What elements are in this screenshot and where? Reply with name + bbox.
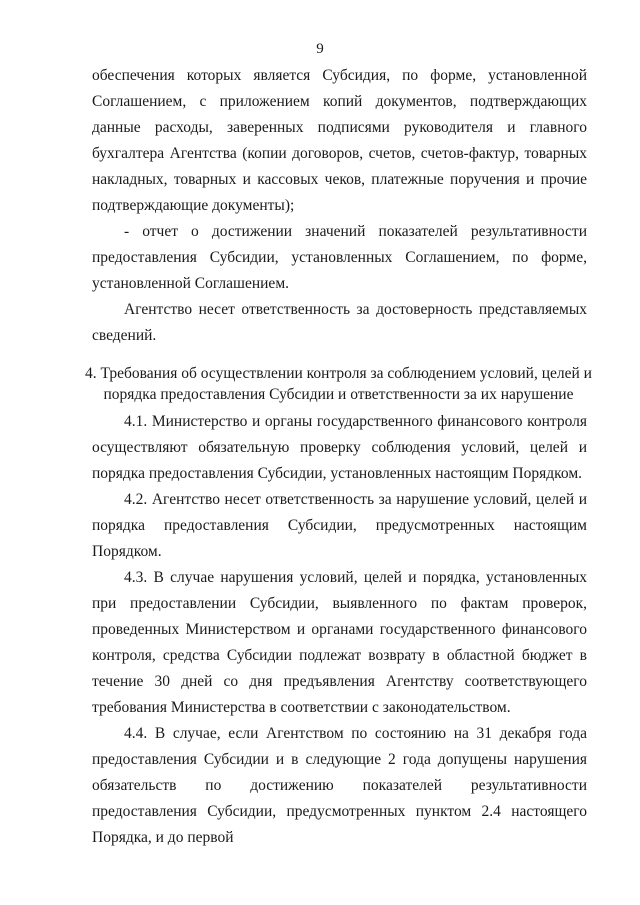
paragraph-responsibility: Агентство несет ответственность за достоверность представляемых сведений. bbox=[92, 301, 587, 344]
paragraph-4-2: 4.2. Агентство несет ответственность за нарушение условий, целей и порядка предоставления Субсидии, предусмотренных настоящим Порядком. bbox=[92, 491, 587, 560]
section-heading-line-1: 4. Требования об осуществлении контроля за соблюдением условий, целей и bbox=[85, 365, 592, 382]
document-body bbox=[85, 63, 592, 851]
section-heading bbox=[82, 363, 595, 405]
paragraph-4-1: 4.1. Министерство и органы государственного финансового контроля осуществляют обязательную проверку соблюдения условий, целей и порядка предоставления Субсидии, установленных настоящим Порядком. bbox=[92, 413, 587, 482]
paragraph-documents-list: обеспечения которых является Субсидия, по форме, установленной Соглашением, с приложением копий документов, подтверждающих данные расходы, заверенных подписями руководителя и главного бухгалтера Агентства (копии договоров, счетов, счетов-фактур, товарных накладных, товарных и кассовых чеков, платежные поручения и прочие подтверждающие документы); bbox=[92, 67, 587, 214]
page-number: 9 bbox=[316, 41, 324, 57]
paragraph-4-4: 4.4. В случае, если Агентством по состоянию на 31 декабря года предоставления Субсидии и в следующие 2 года допущены нарушения обязательств по достижению показателей результативности предоставления Субсидии, предусмотренных пунктом 2.4 настоящего Порядка, и до первой bbox=[92, 725, 587, 846]
paragraph-4-3: 4.3. В случае нарушения условий, целей и порядка, установленных при предоставлении Субсидии, выявленного по фактам проверок, проведенных Министерством и органами государственного финансового контроля, средства Субсидии подлежат возврату в областной бюджет в течение 30 дней со дня предъявления Агентству соответствующего требования Министерства в соответствии с законодательством. bbox=[92, 569, 587, 716]
paragraph-report-item: - отчет о достижении значений показателей результативности предоставления Субсидии, установленных Соглашением, по форме, установленной Соглашением. bbox=[92, 223, 587, 292]
section-heading-line-2: порядка предоставления Субсидии и ответственности за их нарушение bbox=[103, 386, 574, 403]
